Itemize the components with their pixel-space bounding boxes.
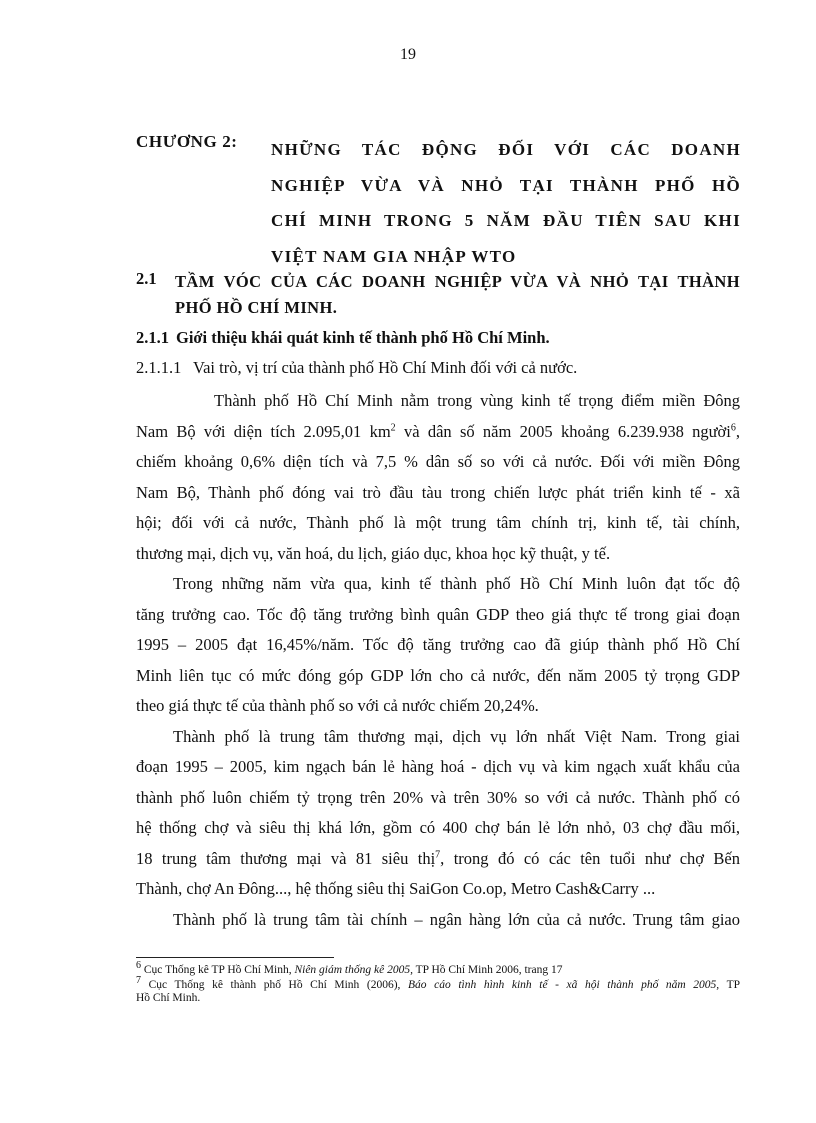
paragraph-line: thương mại, dịch vụ, văn hoá, du lịch, giáo dục, khoa học kỹ thuật, y tế. xyxy=(136,543,611,563)
footnote-ref: 6 xyxy=(730,422,736,433)
chapter-title-line: NGHIỆP VỪA VÀ NHỎ TẠI THÀNH PHỐ HỒ xyxy=(271,175,741,195)
section-title-line: PHỐ HỒ CHÍ MINH. xyxy=(175,298,338,317)
paragraph-line: đoạn 1995 – 2005, kim ngạch bán lẻ hàng hoá - dịch vụ và kim ngạch xuất khẩu của xyxy=(136,757,740,776)
body-text xyxy=(136,386,740,935)
subsection-title: Giới thiệu khái quát kinh tế thành phố Hồ Chí Minh. xyxy=(176,328,550,347)
paragraph-line: 1995 – 2005 đạt 16,45%/năm. Tốc độ tăng trưởng cao đã giúp thành phố Hồ Chí xyxy=(136,635,740,654)
paragraph-line: Thành phố là trung tâm tài chính – ngân hàng lớn của cả nước. Trung tâm giao xyxy=(173,909,740,929)
footnote-7: $^7$ Cục Thống kê thành phố Hồ Chí Minh (2006), Báo cáo tình hình kinh tế - xã hội thành phố năm 2005, TP Hồ Chí Minh. xyxy=(136,975,740,1004)
chapter-title-line: NHỮNG TÁC ĐỘNG ĐỐI VỚI CÁC DOANH xyxy=(271,140,741,159)
subsubsection-title: Vai trò, vị trí của thành phố Hồ Chí Minh đối với cả nước. xyxy=(193,358,578,377)
paragraph-line: Thành phố Hồ Chí Minh nằm trong vùng kinh tế trọng điểm miền Đông xyxy=(214,391,740,410)
paragraph-line: hội; đối với cả nước, Thành phố là một trung tâm chính trị, kinh tế, tài chính, xyxy=(136,513,740,532)
paragraph-line: theo giá thực tế của thành phố so với cả nước chiếm 20,24%. xyxy=(136,696,539,715)
paragraph-line: thành phố luôn chiếm tỷ trọng trên 20% và trên 30% so với cả nước. Thành phố có xyxy=(136,787,740,807)
paragraph-line: hệ thống chợ và siêu thị khá lớn, gồm có 400 chợ bán lẻ lớn nhỏ, 03 chợ đầu mối, xyxy=(136,818,740,837)
section-title xyxy=(175,269,740,321)
paragraph-line: Nam Bộ với diện tích 2.095,01 $km^2$ và dân số năm 2005 khoảng 6.239.938 người$^6$, xyxy=(136,421,740,441)
paragraph-line: chiếm khoảng 0,6% diện tích và 7,5 % dân số so với cả nước. Đối với miền Đông xyxy=(136,452,740,471)
paragraph-line: Thành phố là trung tâm thương mại, dịch vụ lớn nhất Việt Nam. Trong giai xyxy=(173,726,740,746)
superscript: 2 xyxy=(390,422,396,433)
paragraph-line: Nam Bộ, Thành phố đóng vai trò đầu tàu trong chiến lược phát triển kinh tế - xã xyxy=(136,482,740,502)
chapter-label: CHƯƠNG 2: xyxy=(136,132,238,151)
subsubsection-number: 2.1.1.1 xyxy=(136,358,182,377)
paragraph-line: tăng trưởng cao. Tốc độ tăng trưởng bình quân GDP theo giá thực tế trong giai đoạn xyxy=(136,604,740,624)
page-number: 19 xyxy=(400,46,416,63)
paragraph-line: Trong những năm vừa qua, kinh tế thành phố Hồ Chí Minh luôn đạt tốc độ xyxy=(173,574,740,593)
footnote-6: $^6$ Cục Thống kê TP Hồ Chí Minh, Niên giám thống kê 2005, TP Hồ Chí Minh 2006, trang 17 xyxy=(136,960,563,976)
paragraph-line: Thành, chợ An Đông..., hệ thống siêu thị SaiGon Co.op, Metro Cash&Carry ... xyxy=(136,879,656,898)
subsection-number: 2.1.1 xyxy=(136,328,169,347)
section-title-line: TẦM VÓC CỦA CÁC DOANH NGHIỆP VỪA VÀ NHỎ TẠI THÀNH xyxy=(175,272,740,291)
subsubsection-heading xyxy=(136,358,577,378)
section-number: 2.1 xyxy=(136,269,157,288)
chapter-title-line: VIỆT NAM GIA NHẬP WTO xyxy=(271,246,517,266)
footnote-mark: 7 xyxy=(136,975,141,987)
footnote-ref: 7 xyxy=(435,849,441,860)
footnote-mark: 6 xyxy=(136,960,141,972)
subsection-heading xyxy=(136,328,550,348)
footnote-separator xyxy=(136,957,334,958)
paragraph-line: Minh liên tục có mức đóng góp GDP lớn cho cả nước, đến năm 2005 tỷ trọng GDP xyxy=(136,665,740,685)
chapter-title-line: CHÍ MINH TRONG 5 NĂM ĐẦU TIÊN SAU KHI xyxy=(271,211,741,230)
chapter-title xyxy=(271,132,741,274)
paragraph-line: 18 trung tâm thương mại và 81 siêu thị$^7$, trong đó có các tên tuổi như chợ Bến xyxy=(136,848,740,868)
